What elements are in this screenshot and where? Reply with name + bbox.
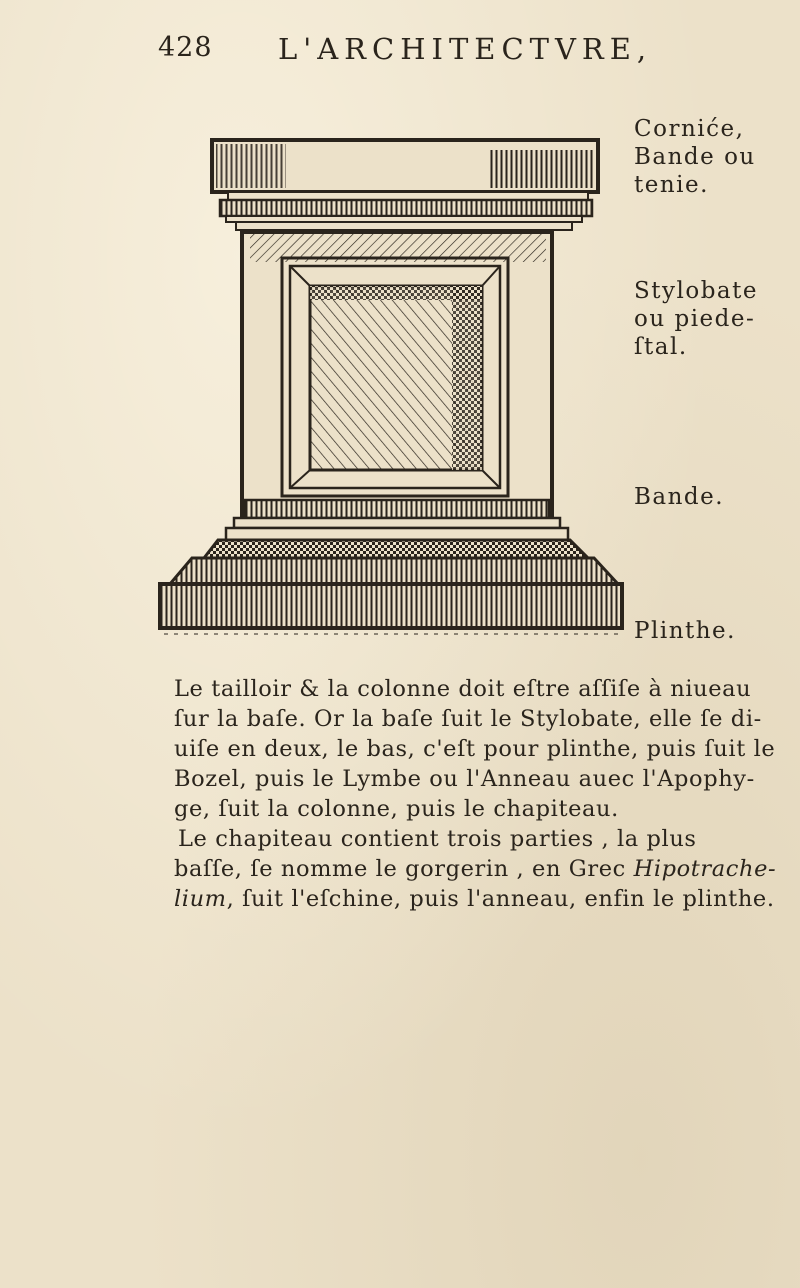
text-line: ſur la baſe. Or la baſe ſuit le Stylobate, elle ſe di- (174, 706, 762, 732)
label-corniche: Corniće, Bande ou tenie. (634, 116, 756, 198)
page-number: 428 (158, 32, 213, 63)
pedestal-base (160, 518, 622, 634)
pedestal-woodcut (150, 110, 630, 650)
text-line: ge, ſuit la colonne, puis le chapiteau. (174, 796, 619, 822)
label-stylobate: Stylobate ou piede- ſtal. (634, 278, 758, 360)
label-bande: Bande. (634, 484, 725, 510)
greek-term: Hipotrache- (633, 856, 777, 882)
body-text (174, 674, 794, 914)
text-segment: baſſe, ſe nomme le gorgerin , en Grec (174, 856, 626, 882)
text-segment: , ſuit l'eſchine, puis l'anneau, enfin le plinthe. (226, 886, 775, 912)
label-plinthe: Plinthe. (634, 618, 736, 644)
text-line: uiſe en deux, le bas, c'eſt pour plinthe, puis ſuit le (174, 736, 776, 762)
running-head (0, 28, 800, 72)
text-line: Bozel, puis le Lymbe ou l'Anneau auec l'Apophy- (174, 766, 755, 792)
pedestal-die (242, 232, 552, 518)
text-line: Le tailloir & la colonne doit eſtre aſſiſe à niueau (174, 676, 752, 702)
text-line (174, 854, 794, 884)
cornice (212, 140, 598, 230)
text-line (174, 884, 794, 914)
running-title: L'ARCHITECTVRE, (278, 32, 653, 66)
greek-term-end: lium (174, 886, 227, 912)
text-line: Le chapiteau contient trois parties , la plus (178, 826, 697, 852)
